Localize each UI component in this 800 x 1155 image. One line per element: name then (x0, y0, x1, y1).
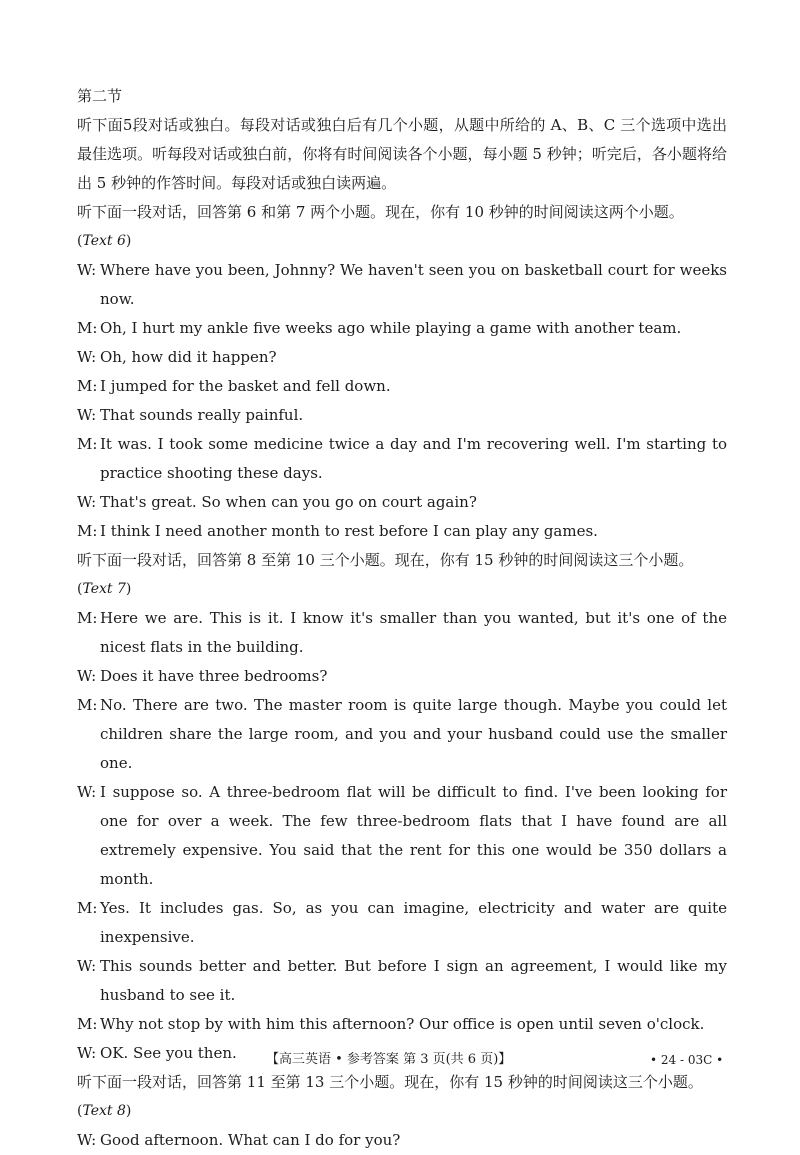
dialogue-line (77, 778, 727, 894)
utterance: Oh, how did it happen? (100, 348, 277, 366)
utterance: Yes. It includes gas. So, as you can imagine, electricity and water are quite inexpensive. (100, 899, 727, 946)
utterance: I suppose so. A three-bedroom flat will be difficult to find. I've been looking for one for over a week. The few three-bedroom flats that I have found are all extremely expensive. You said that the rent for this one would be 350 dollars a month. (100, 783, 727, 888)
dialogue-line (77, 343, 727, 372)
dialogue-line (77, 401, 727, 430)
footer-page-info: 【高三英语 • 参考答案 第 3 页(共 6 页)】 (266, 1052, 512, 1067)
utterance: Where have you been, Johnny? We haven't seen you on basketball court for weeks now. (100, 261, 727, 308)
speaker: M: (77, 1015, 98, 1033)
footer-code: • 24 - 03C • (650, 1053, 724, 1067)
label-close: ) (125, 233, 132, 249)
label-name: Text 8 (82, 1103, 126, 1119)
text-label (77, 575, 727, 604)
utterance: That sounds really painful. (100, 406, 304, 424)
utterance: It was. I took some medicine twice a day and I'm recovering well. I'm starting to practice shooting these days. (100, 435, 727, 482)
label-open: ( (77, 233, 83, 249)
speaker: W: (77, 957, 97, 975)
speaker: W: (77, 493, 97, 511)
page-footer (0, 1050, 800, 1070)
dialogue-line (77, 488, 727, 517)
text-label (77, 1097, 727, 1126)
utterance: That's great. So when can you go on court again? (100, 493, 477, 511)
label-open: ( (77, 1103, 83, 1119)
label-close: ) (125, 581, 132, 597)
block-prompt: 听下面一段对话，回答第 6 和第 7 两个小题。现在，你有 10 秒钟的时间阅读这两个小题。 (77, 203, 684, 221)
speaker: M: (77, 377, 98, 395)
dialogue-block-text-8 (77, 1068, 727, 1155)
speaker: M: (77, 609, 98, 627)
label-close: ) (125, 1103, 132, 1119)
speaker: W: (77, 1131, 97, 1149)
dialogue-line (77, 256, 727, 314)
utterance: I jumped for the basket and fell down. (100, 377, 391, 395)
utterance: This sounds better and better. But before I sign an agreement, I would like my husband to see it. (100, 957, 727, 1004)
label-open: ( (77, 581, 83, 597)
dialogue-line (77, 430, 727, 488)
speaker: W: (77, 406, 97, 424)
section-title: 第二节 (77, 87, 123, 105)
text-label (77, 227, 727, 256)
dialogue-line (77, 1126, 727, 1155)
section-instructions: 听下面5段对话或独白。每段对话或独白后有几个小题，从题中所给的 A、B、C 三个选项中选出最佳选项。听每段对话或独白前，你将有时间阅读各个小题，每小题 5 秒钟；听完后，各小题将给出 5 秒钟的作答时间。每段对话或独白读两遍。 (77, 116, 727, 192)
speaker: W: (77, 783, 97, 801)
speaker: W: (77, 667, 97, 685)
utterance: Here we are. This is it. I know it's smaller than you wanted, but it's one of the nicest flats in the building. (100, 609, 727, 656)
utterance: Why not stop by with him this afternoon? Our office is open until seven o'clock. (100, 1015, 705, 1033)
utterance: OK. See you then. (100, 1044, 237, 1062)
dialogue-line (77, 604, 727, 662)
speaker: M: (77, 435, 98, 453)
dialogue-line (77, 691, 727, 778)
dialogue-line (77, 662, 727, 691)
dialogue-line (77, 314, 727, 343)
dialogue-block-text-7 (77, 546, 727, 1068)
utterance: I think I need another month to rest before I can play any games. (100, 522, 598, 540)
speaker: W: (77, 1044, 97, 1062)
speaker: M: (77, 319, 98, 337)
speaker: M: (77, 696, 98, 714)
dialogue-line (77, 952, 727, 1010)
dialogue-block-text-6 (77, 198, 727, 546)
utterance: No. There are two. The master room is quite large though. Maybe you could let children share the large room, and you and your husband could use the smaller one. (100, 696, 727, 772)
dialogue-line (77, 372, 727, 401)
speaker: M: (77, 899, 98, 917)
speaker: M: (77, 522, 98, 540)
block-prompt: 听下面一段对话，回答第 11 至第 13 三个小题。现在，你有 15 秒钟的时间阅读这三个小题。 (77, 1073, 703, 1091)
label-name: Text 6 (82, 233, 126, 249)
utterance: Oh, I hurt my ankle five weeks ago while playing a game with another team. (100, 319, 682, 337)
utterance: Good afternoon. What can I do for you? (100, 1131, 401, 1149)
dialogue-line (77, 894, 727, 952)
speaker: W: (77, 348, 97, 366)
label-name: Text 7 (82, 581, 126, 597)
dialogue-line (77, 517, 727, 546)
utterance: Does it have three bedrooms? (100, 667, 328, 685)
speaker: W: (77, 261, 97, 279)
dialogue-line (77, 1010, 727, 1039)
block-prompt: 听下面一段对话，回答第 8 至第 10 三个小题。现在，你有 15 秒钟的时间阅读这三个小题。 (77, 551, 694, 569)
answer-key-page (77, 82, 727, 1155)
